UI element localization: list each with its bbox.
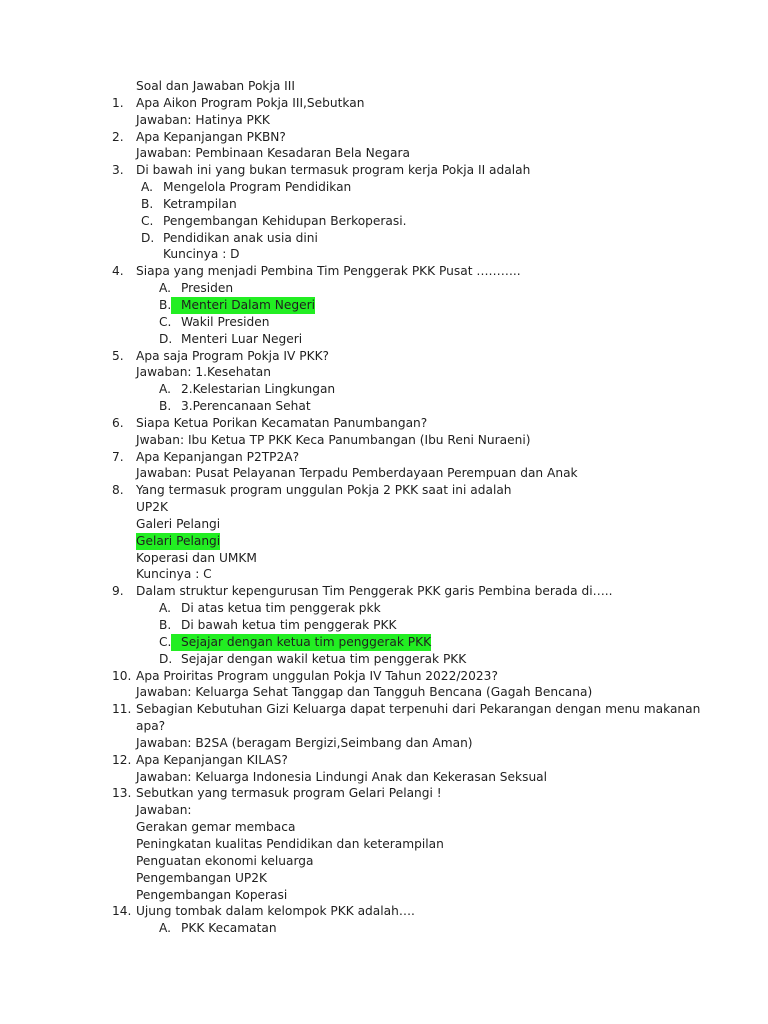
option-text: Wakil Presiden (181, 314, 270, 329)
answer-line (0, 887, 768, 904)
question-number: 13. (112, 786, 132, 801)
question-line (0, 162, 768, 179)
question-text: Apa Aikon Program Pokja III,Sebutkan (136, 95, 365, 110)
question-line (0, 785, 768, 802)
answer-line (0, 836, 768, 853)
question-text: Ujung tombak dalam kelompok PKK adalah…. (136, 904, 415, 919)
answer-text: Penguatan ekonomi keluarga (136, 853, 314, 868)
option-line (0, 381, 768, 398)
question-number: 1. (112, 95, 124, 110)
option-label: A. (159, 281, 171, 296)
answer-text: Jawaban: Pusat Pelayanan Terpadu Pemberdayaan Perempuan dan Anak (136, 466, 578, 481)
answer-line (0, 112, 768, 129)
answer-text: Jawaban: (136, 803, 192, 818)
question-text: Apa saja Program Pokja IV PKK? (136, 348, 330, 363)
answer-line (0, 870, 768, 887)
option-label: A. (159, 601, 171, 616)
option-line (0, 600, 768, 617)
highlighted-answer-line (0, 533, 768, 550)
option-text: Di atas ketua tim penggerak pkk (181, 601, 381, 616)
option-text: 2.Kelestarian Lingkungan (181, 382, 336, 397)
option-text: Menteri Dalam Negeri (181, 297, 315, 312)
option-label: B. (159, 297, 172, 312)
answer-text: Pengembangan Koperasi (136, 887, 288, 902)
option-line (0, 634, 768, 651)
option-label: A. (159, 921, 171, 936)
option-text: PKK Kecamatan (181, 921, 277, 936)
option-label: A. (141, 180, 153, 195)
question-line (0, 449, 768, 466)
answer-key-line (0, 246, 768, 263)
option-text: Pendidikan anak usia dini (163, 230, 318, 245)
answer-text: Gerakan gemar membaca (136, 820, 296, 835)
option-text: Sejajar dengan wakil ketua tim penggerak PKK (181, 651, 467, 666)
answer-line (0, 819, 768, 836)
answer-line (0, 499, 768, 516)
question-number: 2. (112, 129, 124, 144)
answer-text: Jawaban: Keluarga Sehat Tanggap dan Tangguh Bencana (Gagah Bencana) (136, 685, 593, 700)
answer-line (0, 802, 768, 819)
answer-text: Jawaban: B2SA (beragam Bergizi,Seimbang dan Aman) (136, 735, 473, 750)
option-line (0, 920, 768, 937)
option-label: D. (159, 651, 173, 666)
question-number: 12. (112, 752, 132, 767)
option-text: Mengelola Program Pendidikan (163, 180, 352, 195)
question-text: Apa Proiritas Program unggulan Pokja IV Tahun 2022/2023? (136, 668, 498, 683)
option-line (0, 213, 768, 230)
answer-line (0, 684, 768, 701)
answer-line (0, 432, 768, 449)
question-line (0, 482, 768, 499)
question-line (0, 701, 768, 718)
answer-text: Galeri Pelangi (136, 516, 221, 531)
option-label: C. (159, 314, 172, 329)
answer-line (0, 735, 768, 752)
question-text: Sebutkan yang termasuk program Gelari Pelangi ! (136, 786, 442, 801)
answer-text: Jawaban: 1.Kesehatan (136, 365, 271, 380)
option-label: D. (159, 331, 173, 346)
question-line (0, 752, 768, 769)
option-label: C. (159, 634, 172, 649)
option-line (0, 617, 768, 634)
answer-line (0, 145, 768, 162)
option-text: Di bawah ketua tim penggerak PKK (181, 618, 397, 632)
question-number: 7. (112, 449, 124, 464)
question-text: Siapa yang menjadi Pembina Tim Penggerak PKK Pusat ……….. (136, 264, 521, 279)
option-text: Menteri Luar Negeri (181, 331, 303, 346)
answer-text: Jawaban: Keluarga Indonesia Lindungi Anak dan Kekerasan Seksual (136, 769, 548, 784)
question-text: Siapa Ketua Porikan Kecamatan Panumbangan? (136, 415, 428, 430)
question-text: Sebagian Kebutuhan Gizi Keluarga dapat terpenuhi dari Pekarangan dengan menu makanan (136, 702, 701, 717)
question-number: 3. (112, 163, 124, 178)
option-text: Sejajar dengan ketua tim penggerak PKK (181, 634, 432, 649)
answer-line (0, 550, 768, 567)
question-line (0, 263, 768, 280)
option-line (0, 280, 768, 297)
answer-line (0, 516, 768, 533)
option-label: B. (159, 618, 172, 632)
answer-key-text: Kuncinya : D (163, 247, 240, 262)
option-text: Presiden (181, 281, 234, 296)
option-line (0, 179, 768, 196)
option-line (0, 196, 768, 213)
question-line (0, 129, 768, 146)
answer-text: Peningkatan kualitas Pendidikan dan keterampilan (136, 836, 444, 851)
question-number: 4. (112, 264, 124, 279)
answer-text: Jawaban: Hatinya PKK (136, 112, 270, 127)
question-text: Yang termasuk program unggulan Pokja 2 PKK saat ini adalah (136, 483, 512, 498)
option-line (0, 230, 768, 247)
title-text: Soal dan Jawaban Pokja III (136, 79, 295, 93)
answer-line (0, 566, 768, 583)
question-line (0, 348, 768, 365)
question-number: 6. (112, 415, 124, 430)
option-text: Pengembangan Kehidupan Berkoperasi. (163, 213, 407, 228)
question-text: Dalam struktur kepengurusan Tim Penggerak PKK garis Pembina berada di….. (136, 584, 613, 599)
option-line (0, 297, 768, 314)
document-title (0, 78, 768, 95)
question-number: 10. (112, 668, 132, 683)
option-label: D. (141, 230, 155, 245)
option-line (0, 331, 768, 348)
document-page (0, 78, 768, 937)
answer-text: Jawaban: Pembinaan Kesadaran Bela Negara (136, 146, 410, 161)
option-text: 3.Perencanaan Sehat (181, 399, 311, 414)
question-text: Apa Kepanjangan KILAS? (136, 752, 288, 767)
answer-text: Jwaban: Ibu Ketua TP PKK Keca Panumbangan (Ibu Reni Nuraeni) (136, 432, 531, 447)
option-label: C. (141, 213, 154, 228)
question-line (0, 668, 768, 685)
option-line (0, 314, 768, 331)
highlighted-answer (171, 634, 431, 651)
question-number: 9. (112, 584, 124, 599)
option-label: A. (159, 382, 171, 397)
question-line (0, 95, 768, 112)
question-text: Di bawah ini yang bukan termasuk program kerja Pokja II adalah (136, 163, 531, 178)
question-number: 8. (112, 483, 124, 498)
question-number: 5. (112, 348, 124, 363)
answer-text: Koperasi dan UMKM (136, 550, 257, 565)
question-line (0, 903, 768, 920)
highlighted-answer: Gelari Pelangi (136, 533, 221, 548)
option-line (0, 651, 768, 668)
answer-text: Pengembangan UP2K (136, 870, 267, 885)
answer-text: UP2K (136, 500, 169, 515)
question-number: 11. (112, 702, 132, 717)
highlighted-answer (171, 297, 315, 314)
answer-text: apa? (136, 719, 166, 734)
answer-line (0, 465, 768, 482)
answer-line (0, 769, 768, 786)
answer-line (0, 853, 768, 870)
option-line (0, 398, 768, 415)
question-number: 14. (112, 904, 132, 919)
question-line (0, 415, 768, 432)
question-line (0, 583, 768, 600)
option-label: B. (141, 196, 154, 211)
answer-text: Kuncinya : C (136, 567, 212, 582)
question-text: Apa Kepanjangan P2TP2A? (136, 449, 300, 464)
answer-line (0, 364, 768, 381)
option-text: Ketrampilan (163, 196, 237, 211)
question-text: Apa Kepanjangan PKBN? (136, 129, 286, 144)
option-label: B. (159, 399, 172, 414)
answer-line (0, 718, 768, 735)
